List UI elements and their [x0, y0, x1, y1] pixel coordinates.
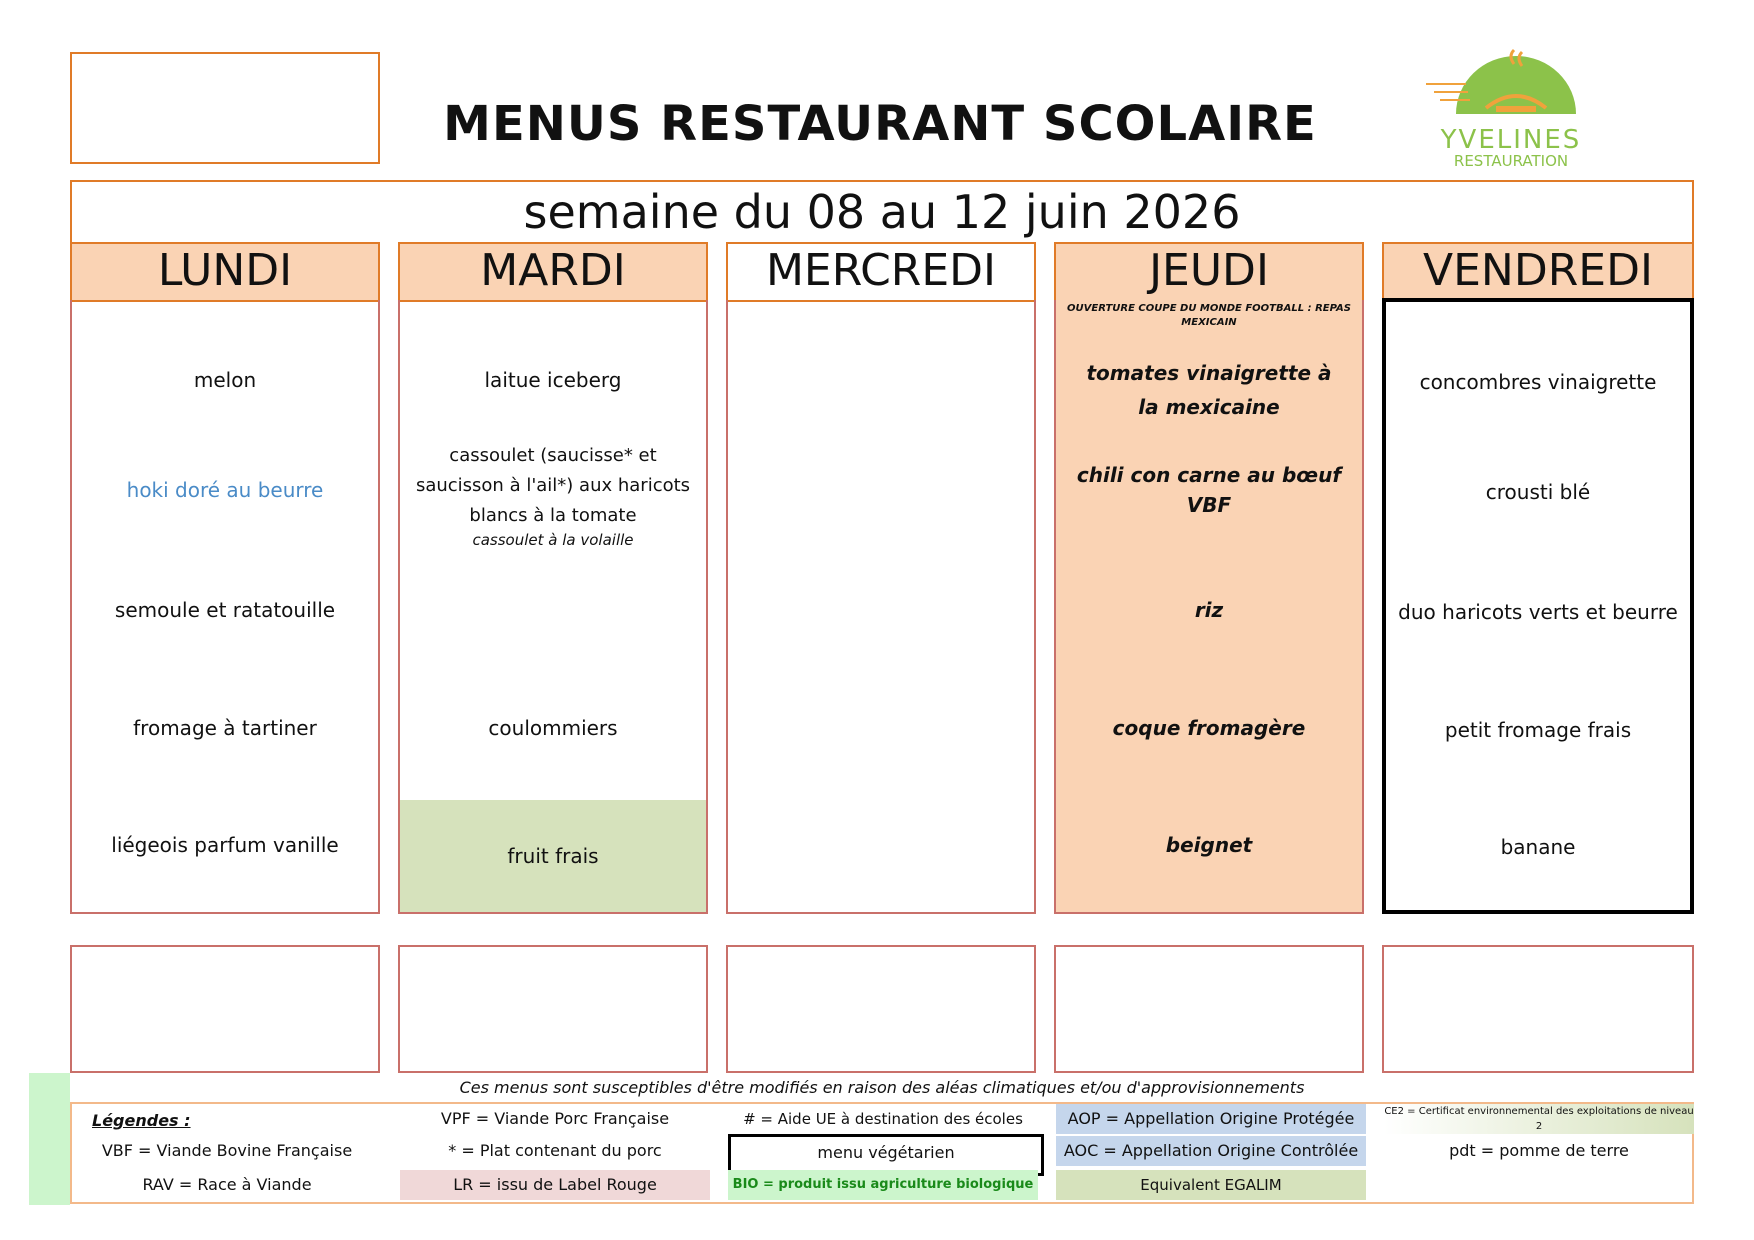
legend-vpf: VPF = Viande Porc Française — [440, 1109, 670, 1128]
menu-item-starter — [1386, 332, 1690, 432]
extra-box-jeudi — [1054, 945, 1364, 1073]
menu-item-main — [1386, 432, 1690, 552]
menu-item-side — [1056, 550, 1362, 670]
legend-box — [70, 1102, 1694, 1204]
item-text: coque fromagère — [1112, 715, 1306, 740]
menu-item-dessert — [1386, 787, 1690, 907]
menu-item-main — [72, 430, 378, 550]
legend-lr: LR = issu de Label Rouge — [400, 1170, 710, 1200]
day-body-mercredi — [726, 300, 1036, 914]
legend-aop: AOP = Appellation Origine Protégée — [1056, 1104, 1366, 1134]
day-body-vendredi — [1382, 298, 1694, 914]
item-text: semoule et ratatouille — [114, 598, 336, 622]
extra-box-mardi — [398, 945, 708, 1073]
menu-item-side — [400, 550, 706, 670]
item-text: hoki doré au beurre — [126, 478, 324, 502]
day-header-jeudi: JEUDI — [1054, 242, 1364, 302]
item-text: crousti blé — [1485, 480, 1591, 504]
menu-item-cheese — [72, 670, 378, 785]
week-heading: semaine du 08 au 12 juin 2026 — [70, 180, 1694, 244]
day-header-mercredi: MERCREDI — [726, 242, 1036, 302]
item-text: chili con carne au bœuf VBF — [1076, 463, 1342, 517]
item-text: cassoulet (saucisse* et saucisson à l'ail*) aux haricots blancs à la tomate — [415, 445, 691, 526]
extra-box-lundi — [70, 945, 380, 1073]
menu-item-dessert — [72, 785, 378, 905]
item-text: tomates vinaigrette à la mexicaine — [1086, 361, 1332, 419]
menu-item-cheese — [400, 670, 706, 785]
menu-item-dessert — [400, 800, 706, 912]
item-subtext: cassoulet à la volaille — [472, 531, 634, 549]
menu-item-starter — [400, 330, 706, 430]
menu-item-main — [400, 440, 706, 550]
legend-bio: BIO = produit issu agriculture biologique — [728, 1170, 1038, 1200]
item-text: laitue iceberg — [484, 368, 622, 392]
day-body-jeudi — [1054, 300, 1364, 914]
item-text: petit fromage frais — [1444, 717, 1632, 742]
item-text: concombres vinaigrette — [1419, 370, 1657, 394]
item-text: beignet — [1165, 833, 1253, 857]
menu-item-cheese — [1386, 672, 1690, 787]
day-body-mardi — [398, 300, 708, 914]
legend-rav: RAV = Race à Viande — [142, 1175, 312, 1194]
item-text: liégeois parfum vanille — [111, 833, 339, 857]
logo-icon — [1426, 44, 1596, 124]
menu-item-main — [1056, 430, 1362, 550]
day-column-lundi — [70, 242, 380, 914]
page-title: MENUS RESTAURANT SCOLAIRE — [443, 96, 1317, 152]
item-text: riz — [1194, 598, 1224, 622]
legend-pdt: pdt = pomme de terre — [1449, 1141, 1629, 1160]
day-note: OUVERTURE COUPE DU MONDE FOOTBALL : REPAS MEXICAIN — [1067, 303, 1351, 328]
day-body-lundi — [70, 300, 380, 914]
menu-item-starter — [1056, 340, 1362, 440]
yvelines-logo — [1426, 44, 1596, 170]
day-column-vendredi — [1382, 242, 1694, 914]
legend-ce2: CE2 = Certificat environnemental des exploitations de niveau 2 — [1384, 1106, 1694, 1132]
menu-item-dessert — [1056, 785, 1362, 905]
extra-box-vendredi — [1382, 945, 1694, 1073]
menu-item-starter — [72, 330, 378, 430]
day-column-jeudi — [1054, 242, 1364, 914]
legend-vbf: VBF = Viande Bovine Française — [101, 1141, 353, 1160]
item-text: melon — [193, 368, 257, 392]
item-text: coulommiers — [488, 715, 618, 740]
logo-line1: YVELINES — [1440, 125, 1582, 155]
item-text: fruit frais — [507, 844, 599, 868]
legend-aide-ue: # = Aide UE à destination des écoles — [743, 1110, 1023, 1128]
left-green-strip — [29, 1073, 70, 1205]
menu-item-side — [1386, 552, 1690, 672]
day-header-vendredi: VENDREDI — [1382, 242, 1694, 302]
extra-box-mercredi — [726, 945, 1036, 1073]
legend-porc: * = Plat contenant du porc — [448, 1141, 662, 1160]
legend-aoc: AOC = Appellation Origine Contrôlée — [1056, 1136, 1366, 1166]
disclaimer-text: Ces menus sont susceptibles d'être modifiés en raison des aléas climatiques et/ou d'approvisionnements — [459, 1078, 1305, 1097]
day-column-mardi — [398, 242, 708, 914]
legend-vege: menu végétarien — [728, 1134, 1044, 1176]
legend-title: Légendes : — [92, 1111, 191, 1130]
top-left-box — [70, 52, 380, 164]
legend-egalim: Equivalent EGALIM — [1056, 1170, 1366, 1200]
day-header-mardi: MARDI — [398, 242, 708, 302]
day-column-mercredi — [726, 242, 1036, 914]
item-text: duo haricots verts et beurre — [1398, 600, 1678, 624]
menu-item-cheese — [1056, 670, 1362, 785]
item-text: banane — [1500, 835, 1576, 859]
item-text: fromage à tartiner — [133, 715, 317, 740]
day-header-lundi: LUNDI — [70, 242, 380, 302]
logo-line2: RESTAURATION — [1453, 152, 1569, 170]
menu-item-side — [72, 550, 378, 670]
